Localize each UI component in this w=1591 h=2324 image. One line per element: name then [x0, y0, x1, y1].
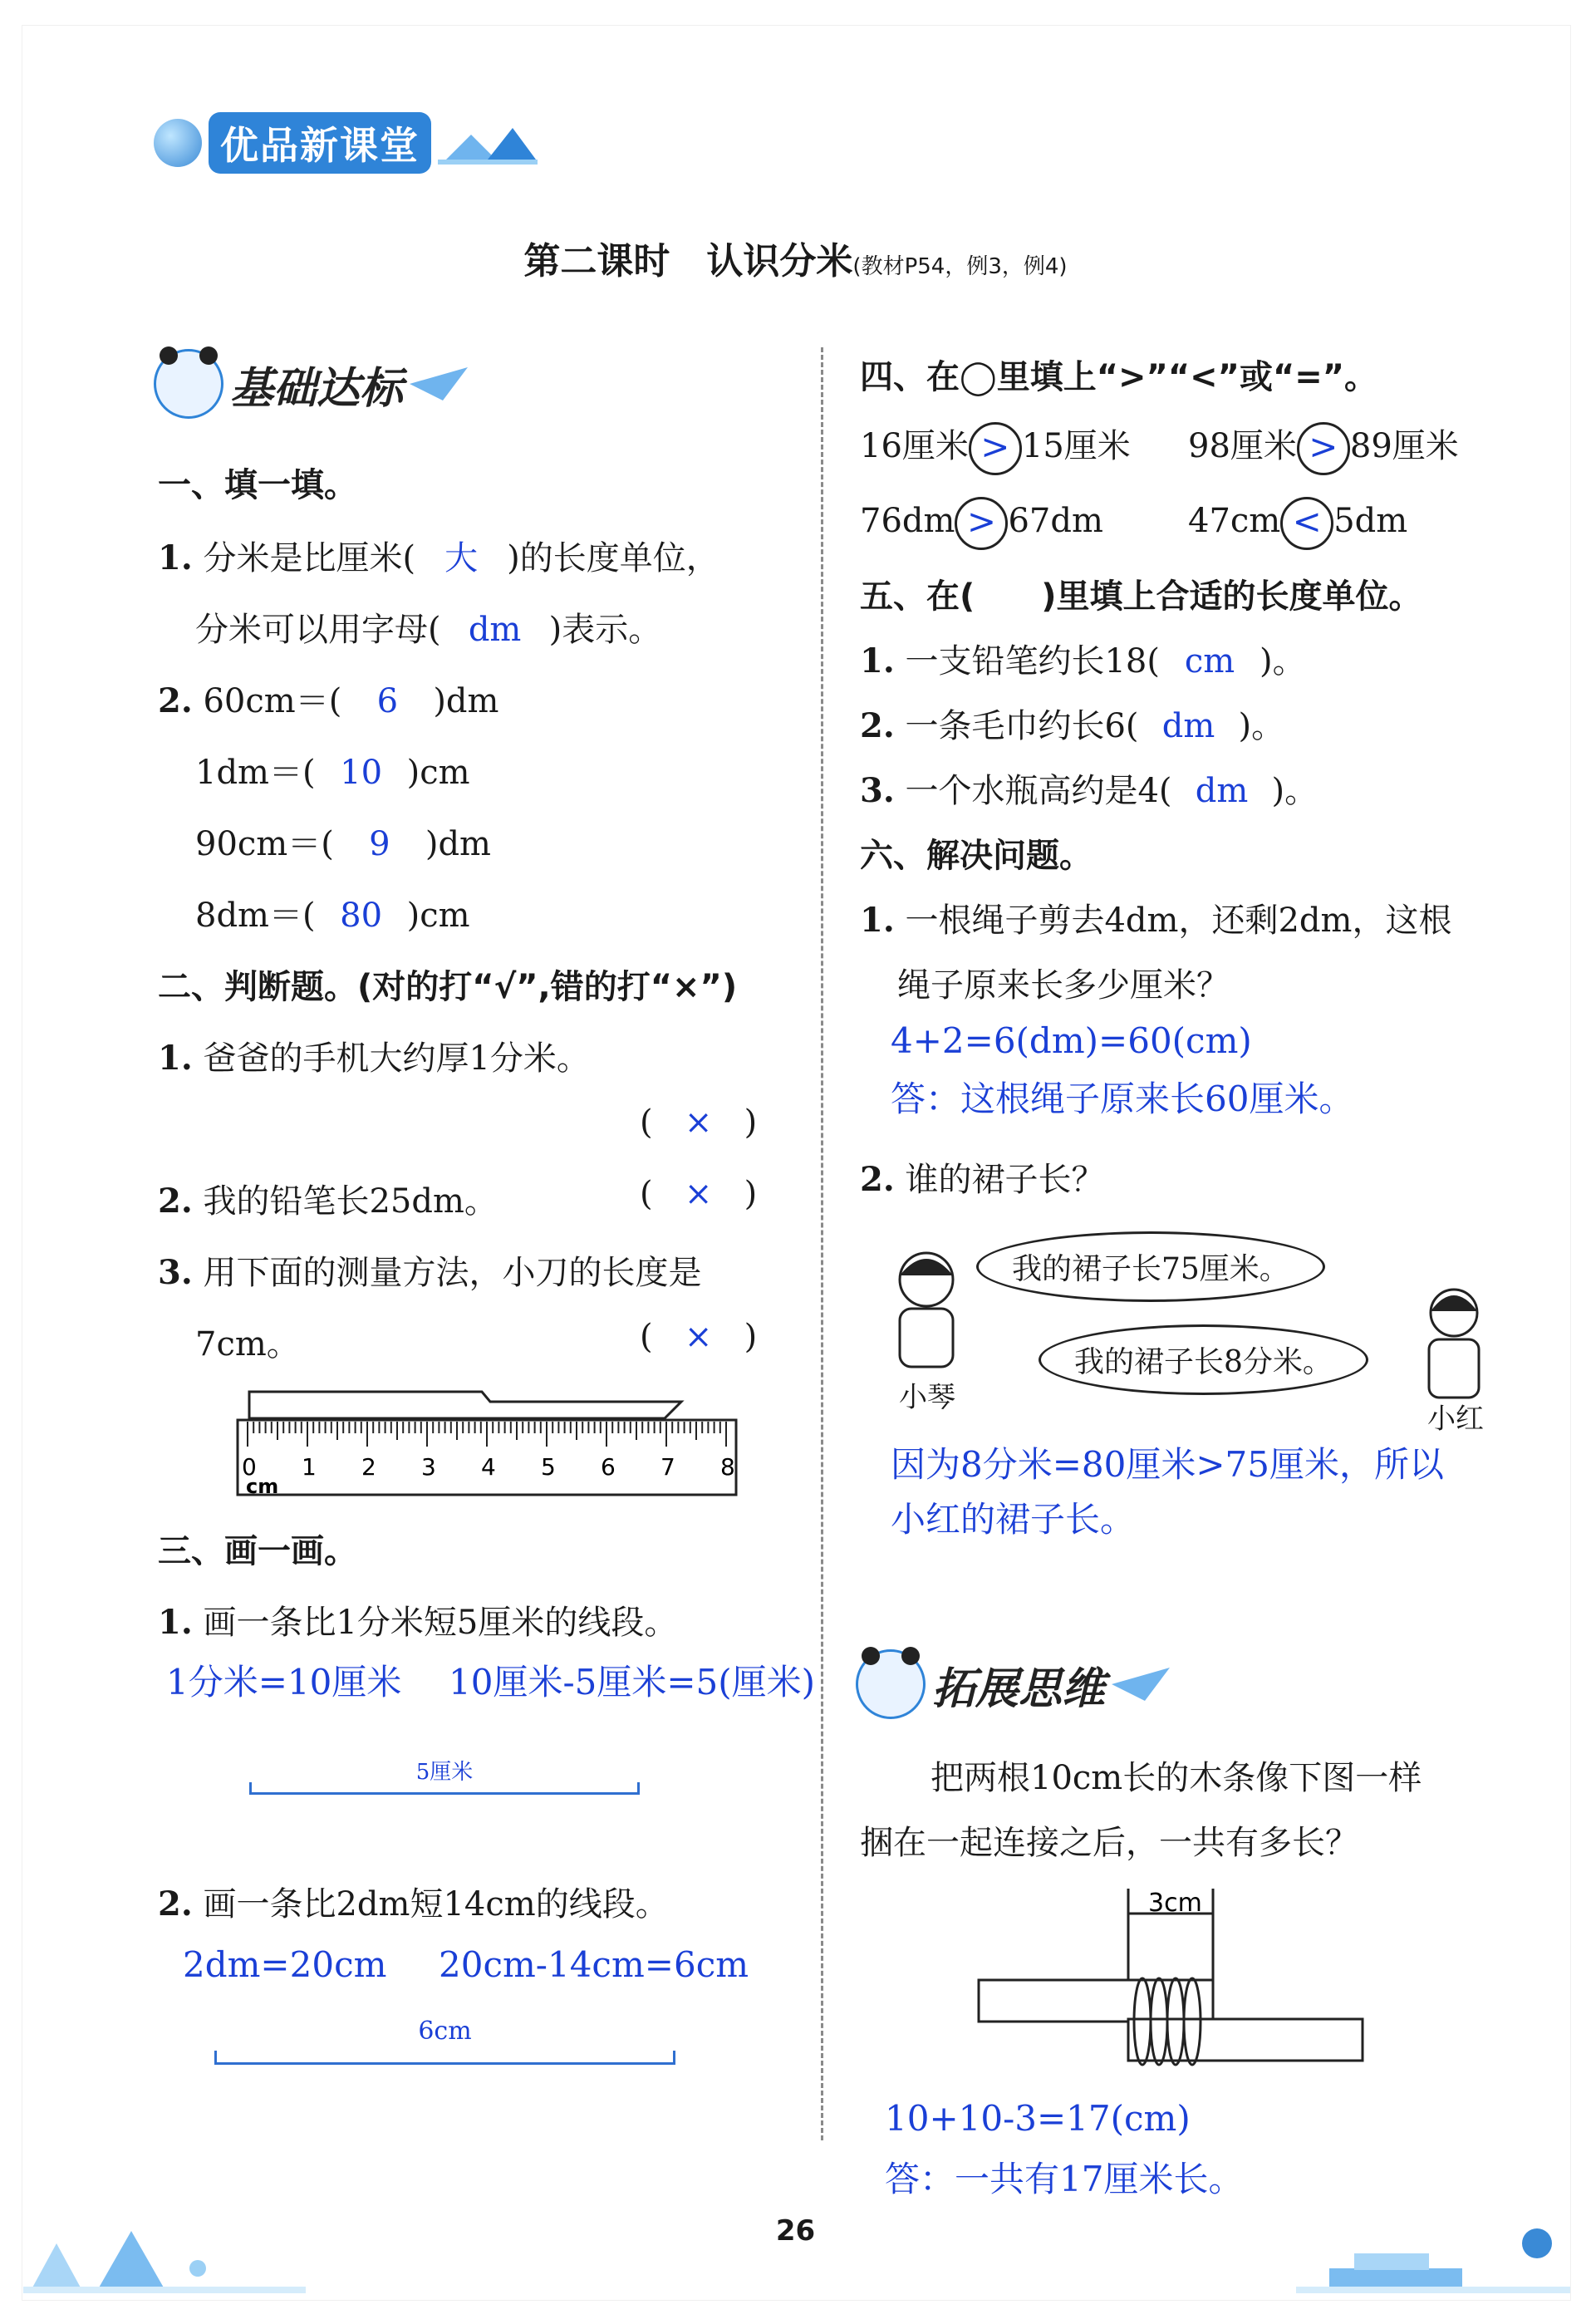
q2-row-2: 1dm＝( 10 )cm: [195, 754, 470, 792]
footer-decoration-left: [23, 2210, 306, 2293]
extension-answer-b: 答：一共有17厘米长。: [885, 2159, 1244, 2199]
page-number: 26: [775, 2214, 816, 2248]
section-5-heading: 五、在( )里填上合适的长度单位。: [860, 577, 1422, 616]
ruler-tick-label: 6: [601, 1453, 616, 1481]
draw-q1-work-b: 10厘米-5厘米=5(厘米): [449, 1662, 816, 1702]
house-icon: [438, 118, 538, 168]
section-4-heading: 四、在◯里填上“>”“<”或“=”。: [860, 358, 1378, 396]
draw-q2-work-b: 20cm-14cm=6cm: [439, 1944, 749, 1985]
compare-3: 76dm > 67dm: [860, 497, 1103, 550]
panda-icon: [154, 349, 223, 419]
girl-xiaohong-illustration: [1408, 1280, 1500, 1404]
panda-icon: [856, 1649, 926, 1719]
extension-answer-a: 10+10-3=17(cm): [885, 2098, 1191, 2139]
q2-row-1: 2. 60cm＝( 6 )dm: [158, 681, 499, 720]
ruler-tick-label: 1: [302, 1453, 317, 1481]
compare-4: 47cm < 5dm: [1188, 497, 1407, 550]
segment-6cm: 6cm: [214, 2023, 675, 2065]
girl-xiaoqin-illustration: [877, 1242, 976, 1371]
extension-text-a: 把两根10cm长的木条像下图一样: [931, 1759, 1422, 1797]
unit-q1: 1. 一支铅笔约长18( cm )。: [860, 641, 1306, 680]
lesson-title: 第二课时 认识分米(教材P54，例3，例4): [523, 240, 1068, 283]
balloon-icon: [154, 119, 202, 167]
wood-strips-figure: [972, 1876, 1371, 2076]
column-divider: [821, 347, 823, 2140]
speech-bubble-1: 我的裙子长75厘米。: [976, 1231, 1325, 1302]
draw-q2-work-a: 2dm=20cm: [183, 1944, 387, 1985]
brand-logo: [154, 112, 538, 174]
problem-q1-a: 1. 一根绳子剪去4dm，还剩2dm，这根: [860, 901, 1452, 940]
ruler-tick-label: 5: [541, 1453, 556, 1481]
knife-shape: [249, 1392, 681, 1418]
section-6-heading: 六、解决问题。: [860, 837, 1093, 875]
judge-q3-b: 7cm。: [195, 1325, 300, 1363]
paper-plane-icon: [1112, 1668, 1170, 1701]
draw-q2: 2. 画一条比2dm短14cm的线段。: [158, 1884, 669, 1924]
unit-q2: 2. 一条毛巾约长6( dm )。: [860, 706, 1285, 745]
ruler-tick-label: 3: [421, 1453, 436, 1481]
compare-2: 98厘米 > 89厘米: [1188, 420, 1459, 475]
draw-q1: 1. 画一条比1分米短5厘米的线段。: [158, 1603, 678, 1642]
draw-q1-work-a: 1分米=10厘米: [166, 1662, 402, 1702]
banner-basic: 基础达标: [154, 349, 468, 419]
paper-plane-icon: [410, 367, 468, 400]
q2-row-4: 8dm＝( 80 )cm: [195, 897, 470, 935]
problem-q2-answer-b: 小红的裙子长。: [891, 1499, 1136, 1540]
section-2-heading: 二、判断题。(对的打“√”,错的打“×”): [158, 968, 738, 1006]
q2-row-3: 90cm＝( 9 )dm: [195, 825, 491, 863]
extension-text-b: 捆在一起连接之后，一共有多长？: [860, 1824, 1358, 1862]
segment-5cm: 5厘米: [249, 1761, 640, 1795]
ruler-tick-label: 7: [660, 1453, 675, 1481]
overlap-label: 3cm: [1148, 1889, 1202, 1918]
judge-q3-a: 3. 用下面的测量方法，小刀的长度是: [158, 1253, 702, 1292]
problem-q1-answer-a: 4+2=6(dm)=60(cm): [891, 1020, 1252, 1061]
ruler-tick-label: 2: [361, 1453, 376, 1481]
footer-decoration-right: [1296, 2210, 1570, 2293]
problem-q2: 2. 谁的裙子长？: [860, 1160, 1105, 1199]
ruler-unit: cm: [246, 1475, 279, 1498]
judge-q3-answer: ( × ): [640, 1318, 758, 1356]
unit-q3: 3. 一个水瓶高约是4( dm )。: [860, 771, 1318, 810]
section-3-heading: 三、画一画。: [158, 1532, 357, 1570]
problem-q1-answer-b: 答：这根绳子原来长60厘米。: [891, 1078, 1354, 1119]
judge-q1-answer: ( × ): [640, 1103, 758, 1142]
strip-1: [979, 1980, 1213, 2022]
ruler-tick-label: 0: [242, 1453, 257, 1481]
judge-q2-answer: ( × ): [640, 1175, 758, 1213]
problem-q2-answer-a: 因为8分米=80厘米>75厘米，所以: [891, 1444, 1444, 1485]
brand-name: 优品新课堂: [209, 112, 431, 174]
speech-bubble-2: 我的裙子长8分米。: [1039, 1324, 1368, 1395]
ruler-tick-label: 8: [720, 1453, 735, 1481]
ruler-figure: [233, 1383, 748, 1500]
compare-1: 16厘米 > 15厘米: [860, 420, 1131, 475]
problem-q1-b: 绳子原来长多少厘米？: [897, 966, 1230, 1005]
banner-extension: 拓展思维: [856, 1649, 1170, 1719]
judge-q2: 2. 我的铅笔长25dm。: [158, 1182, 498, 1221]
q1-line-a: 1. 分米是比厘米( 大 )的长度单位，: [158, 538, 719, 577]
ruler-tick-label: 4: [481, 1453, 496, 1481]
q1-line-b: 分米可以用字母( dm )表示。: [195, 611, 662, 649]
name-xiaohong: 小红: [1427, 1403, 1484, 1436]
name-xiaoqin: 小琴: [899, 1381, 955, 1414]
judge-q1: 1. 爸爸的手机大约厚1分米。: [158, 1039, 590, 1078]
section-1-heading: 一、填一填。: [158, 466, 357, 504]
